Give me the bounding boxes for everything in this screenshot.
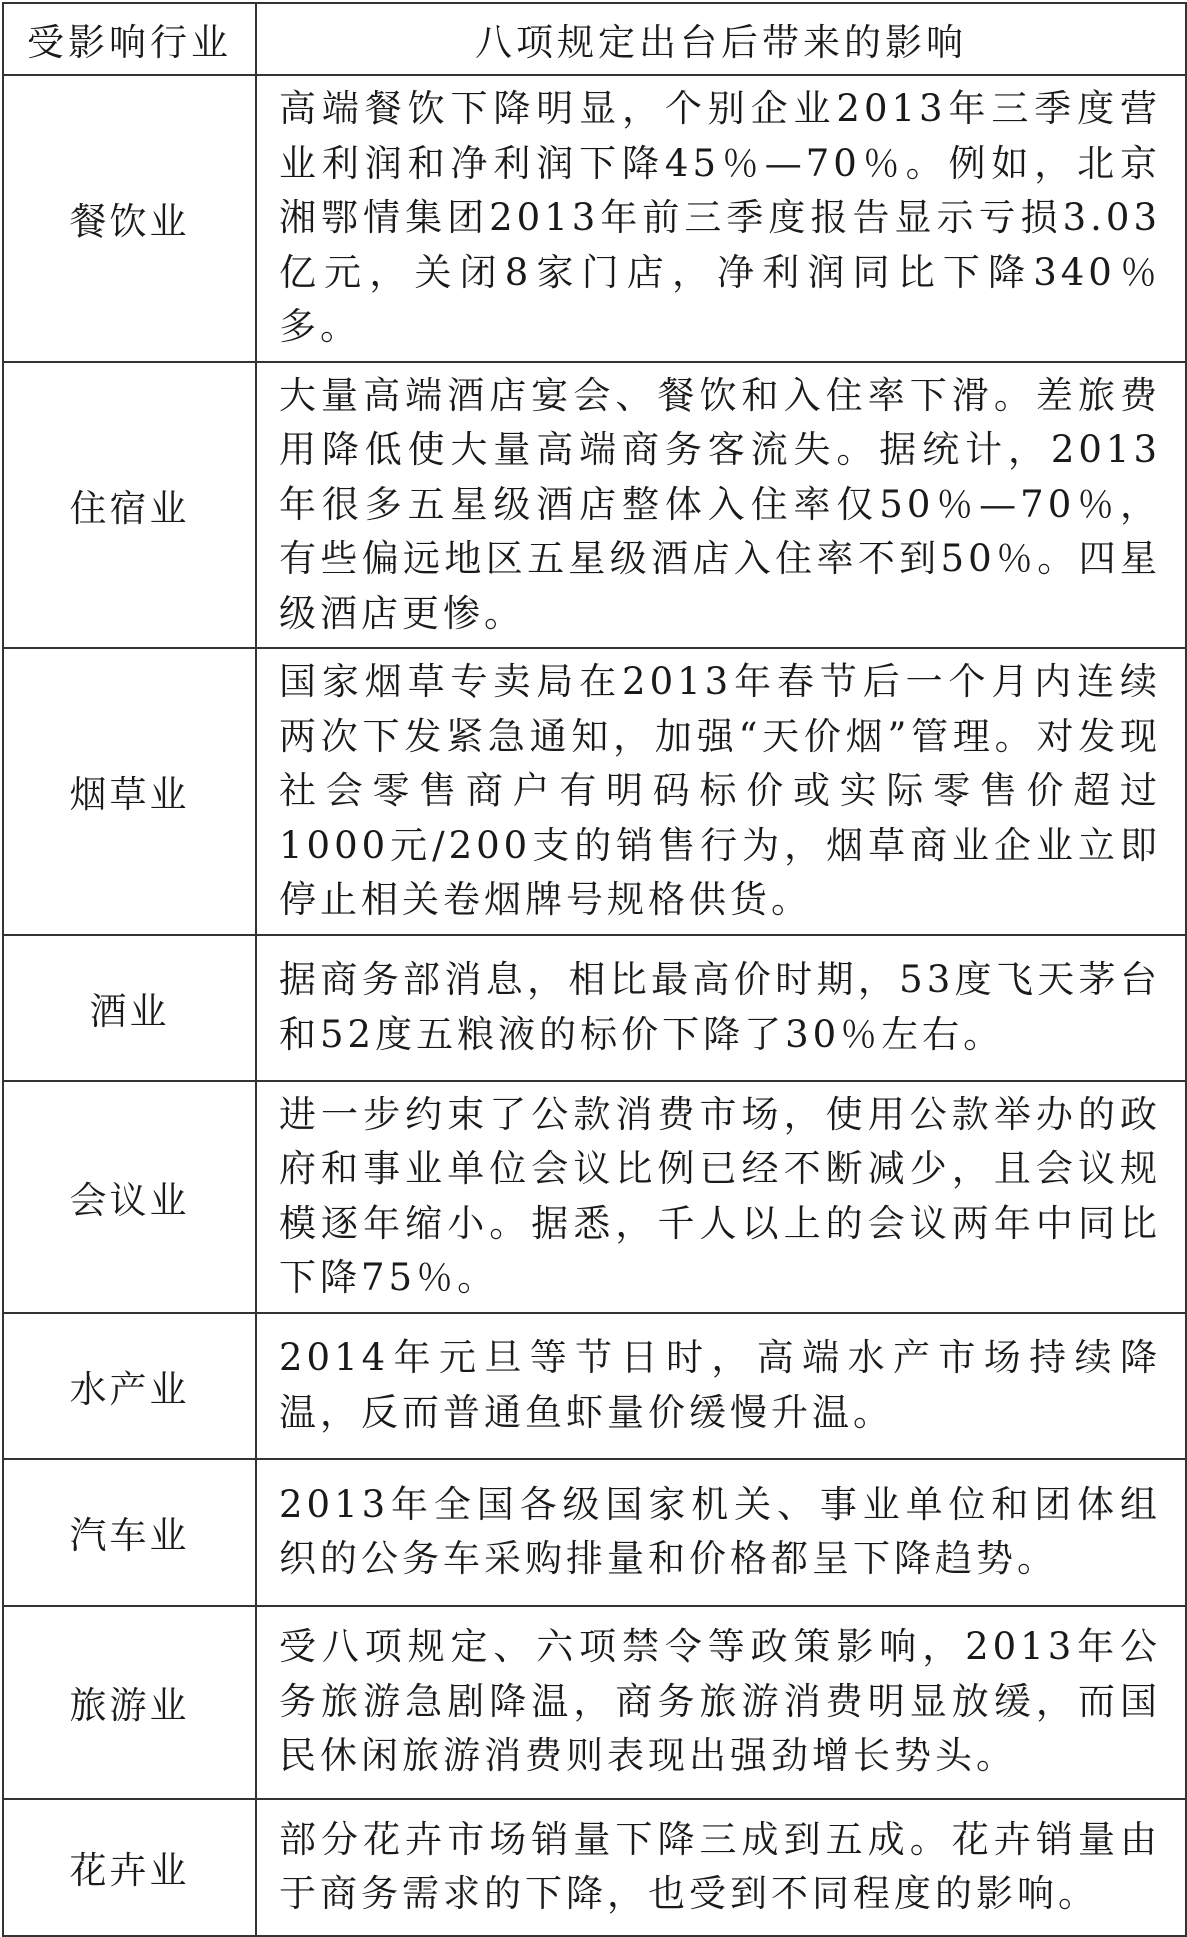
table-row bbox=[3, 1799, 1186, 1936]
table-row bbox=[3, 1081, 1186, 1313]
industry-cell: 烟草业 bbox=[3, 648, 256, 935]
industry-cell: 花卉业 bbox=[3, 1799, 256, 1936]
table-row bbox=[3, 648, 1186, 935]
impact-table bbox=[2, 2, 1187, 1937]
impact-cell: 高端餐饮下降明显，个别企业2013年三季度营业利润和净利润下降45％—70％。例如，北京湘鄂情集团2013年前三季度报告显示亏损3.03亿元，关闭8家门店，净利润同比下降340％多。 bbox=[256, 75, 1186, 362]
industry-cell: 餐饮业 bbox=[3, 75, 256, 362]
impact-cell: 据商务部消息，相比最高价时期，53度飞天茅台和52度五粮液的标价下降了30％左右。 bbox=[256, 935, 1186, 1081]
impact-cell: 2014年元旦等节日时，高端水产市场持续降温，反而普通鱼虾量价缓慢升温。 bbox=[256, 1313, 1186, 1459]
impact-cell: 部分花卉市场销量下降三成到五成。花卉销量由于商务需求的下降，也受到不同程度的影响。 bbox=[256, 1799, 1186, 1936]
table-row bbox=[3, 1459, 1186, 1606]
header-impact: 八项规定出台后带来的影响 bbox=[256, 3, 1186, 75]
table-row bbox=[3, 935, 1186, 1081]
industry-cell: 水产业 bbox=[3, 1313, 256, 1459]
table-row bbox=[3, 1606, 1186, 1799]
header-industry: 受影响行业 bbox=[3, 3, 256, 75]
industry-cell: 酒业 bbox=[3, 935, 256, 1081]
industry-cell: 会议业 bbox=[3, 1081, 256, 1313]
impact-cell: 国家烟草专卖局在2013年春节后一个月内连续两次下发紧急通知，加强“天价烟”管理。对发现社会零售商户有明码标价或实际零售价超过1000元/200支的销售行为，烟草商业企业立即停止相关卷烟牌号规格供货。 bbox=[256, 648, 1186, 935]
table-header-row bbox=[3, 3, 1186, 75]
table-row bbox=[3, 1313, 1186, 1459]
impact-cell: 受八项规定、六项禁令等政策影响，2013年公务旅游急剧降温，商务旅游消费明显放缓，而国民休闲旅游消费则表现出强劲增长势头。 bbox=[256, 1606, 1186, 1799]
industry-cell: 旅游业 bbox=[3, 1606, 256, 1799]
impact-cell: 大量高端酒店宴会、餐饮和入住率下滑。差旅费用降低使大量高端商务客流失。据统计，2013年很多五星级酒店整体入住率仅50％—70％，有些偏远地区五星级酒店入住率不到50％。四星级酒店更惨。 bbox=[256, 362, 1186, 649]
impact-cell: 进一步约束了公款消费市场，使用公款举办的政府和事业单位会议比例已经不断减少，且会议规模逐年缩小。据悉，千人以上的会议两年中同比下降75％。 bbox=[256, 1081, 1186, 1313]
impact-cell: 2013年全国各级国家机关、事业单位和团体组织的公务车采购排量和价格都呈下降趋势。 bbox=[256, 1459, 1186, 1606]
industry-cell: 汽车业 bbox=[3, 1459, 256, 1606]
table-row bbox=[3, 362, 1186, 649]
industry-cell: 住宿业 bbox=[3, 362, 256, 649]
table-row bbox=[3, 75, 1186, 362]
